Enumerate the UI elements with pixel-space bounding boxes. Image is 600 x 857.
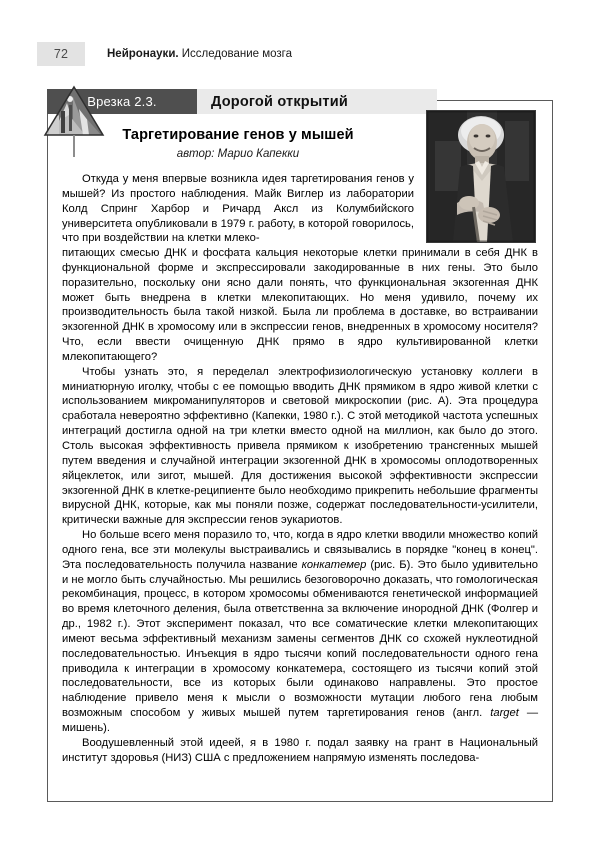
running-head-text bbox=[107, 48, 292, 60]
paragraph-method: Чтобы узнать это, я переделал электрофизиологическую установку коллеги в миниатюрную иголку, чтобы с ее помощью вводить ДНК прямиком в ядро живой клетки с использованием микроманипуляторов и световой микроскопии (рис. А). Эта процедура сработала невероятно эффективно (Капекки, 1980 г.). С этой методикой частота успешных интеграций достигла одной на три клетки вместо одной на миллион, как было до этого. Столь высокая эффективность привела прямиком к изобретению трансгенных мышей путем введения и случайной интеграции экзогенной ДНК в хромосомы оплодотворенных яйцеклеток, или зигот, мышей. Для достижения высокой эффективности экспрессии экзогенной ДНК в клетке-реципиенте было необходимо прикрепить небольшие фрагменты вирусной ДНК, которые, как мы поняли позже, содержат последовательности-усилители, критически важные для экспрессии генов эукариотов. bbox=[62, 365, 538, 527]
paragraph-concatemer-c: — мишень). bbox=[62, 707, 539, 734]
feature-box-number: Врезка 2.3. bbox=[47, 89, 197, 114]
paragraph-intro-narrow: Откуда у меня впервые возникла идея таргетирования генов у мышей? Из простого наблюдения. Майк Виглер из лаборатории Колд Спринг Харбор и Ричард Аксл из Колумбийского университета опубликовали в 1979 г. работу, в которой говорилось, что при воздействии на клетки млеко- bbox=[62, 173, 414, 245]
paragraph-concatemer-a: Но больше всего меня поразило то, что, когда в ядро клетки вводили множество копий одного гена, все эти молекулы выстраивались и связывались в порядке "конец в конец". Эта последовательность получила название bbox=[62, 529, 538, 571]
page-number: 72 bbox=[37, 42, 85, 66]
author-photo bbox=[426, 110, 536, 243]
term-concatemer: конкатемер bbox=[301, 558, 367, 571]
feature-box-series-title: Дорогой открытий bbox=[197, 89, 437, 114]
running-head-title: Нейронауки. bbox=[107, 48, 179, 60]
paragraph-intro-continued: питающих смесью ДНК и фосфата кальция некоторые клетки принимали в себя ДНК в функциональной форме и экспрессировали закодированные в них гены. Это было поразительно, поскольку они ясно дали понять, что функциональная экзогенная ДНК может быть внедрена в клетки млекопитающих. Но меня удивило, почему их производительность была такой низкой. Была ли проблема в доставке, во встраивании экзогенной ДНК в хромосому или в экспрессии генов, внедренных в хромосому носителя? Что, если ввести очищенную ДНК прямо в ядро культивированной клетки млекопитающего? bbox=[62, 247, 538, 363]
article-byline: автор: Марио Капекки bbox=[176, 148, 300, 160]
running-head-subtitle: Исследование мозга bbox=[178, 48, 293, 60]
paragraph-concatemer-b: (рис. Б). Это было удивительно и не могло быть случайностью. Мы решились безоговорочно доказать, что гомологическая рекомбинация, процесс, в котором хромосомы обмениваются генетической информацией во время клеточного деления, была ответственна за включение инородной ДНК (Фолгер и др., 1982 г.). Этот эксперимент показал, что все соматические клетки млекопитающих имеют весьма эффективный механизм замены сегментов ДНК со схожей нуклеотидной последовательностью. Инъекция в ядро тысячи копий последовательности одного гена приводила к интеграции в хромосому конкатемера, состоящего из тысячи копий этой последовательности, все из которых были одинаково направлены. Это простое наблюдение привело меня к мысли о возможности мутации любого гена любым возможным способом у живых мышей путем таргетирования генов (англ. bbox=[62, 558, 539, 720]
feature-box-header bbox=[47, 89, 437, 114]
article-body bbox=[62, 246, 538, 766]
article-title: Таргетирование генов у мышей bbox=[122, 127, 354, 143]
paragraph-grant: Воодушевленный этой идеей, я в 1980 г. подал заявку на грант в Национальный институт здоровья (НИЗ) США с предложением напрямую изменять последова- bbox=[62, 736, 538, 764]
term-target: target bbox=[490, 707, 519, 720]
author-photo-image bbox=[427, 111, 535, 242]
running-head bbox=[0, 42, 600, 66]
paragraph-concatemer bbox=[62, 528, 538, 736]
